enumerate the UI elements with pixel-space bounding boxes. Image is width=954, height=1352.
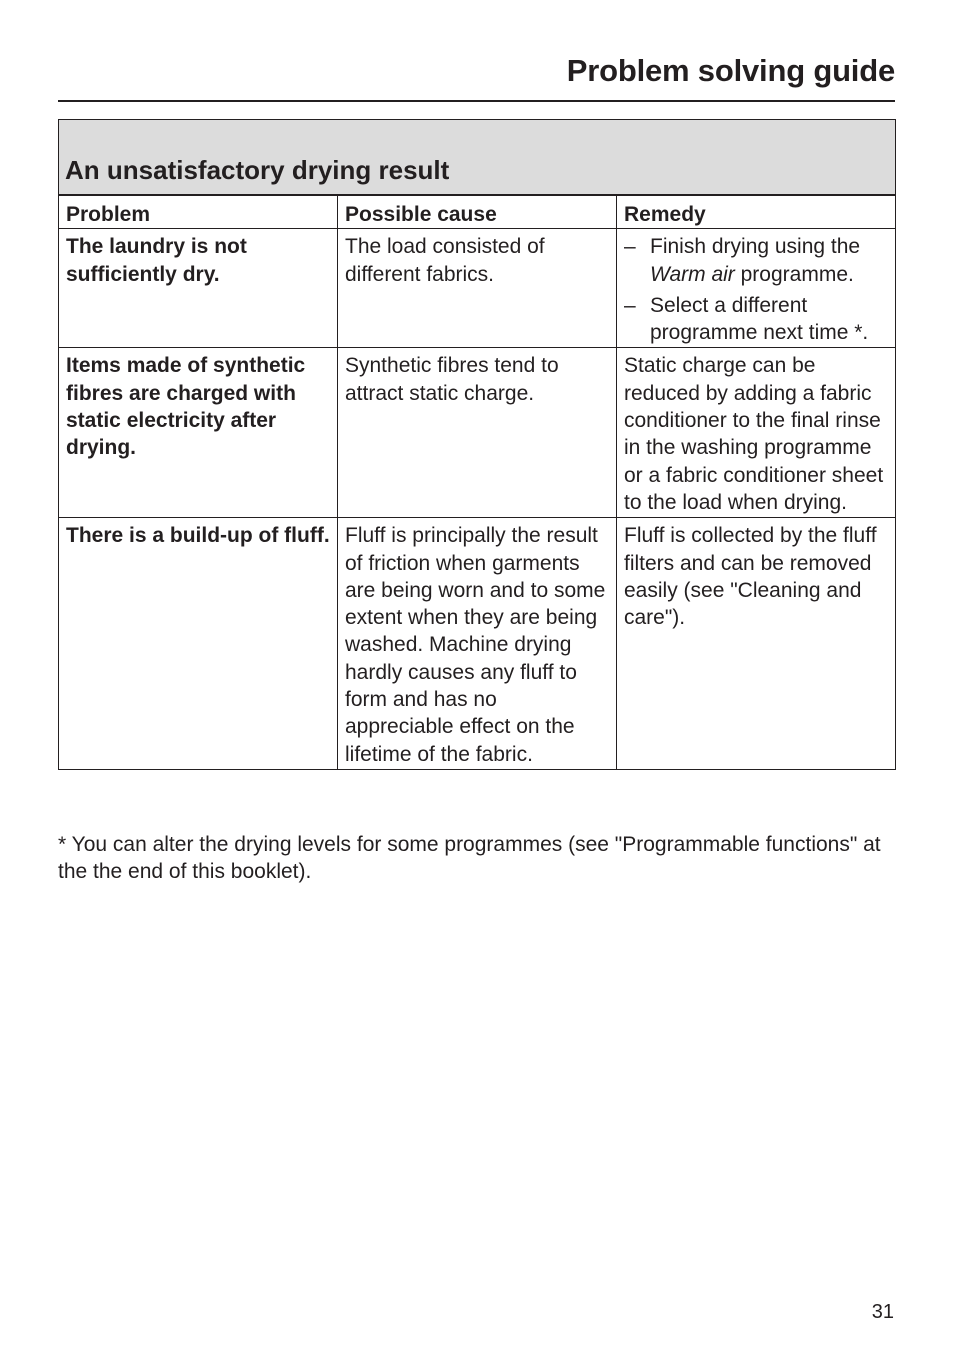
dash-bullet: – xyxy=(624,293,636,317)
table-header-row xyxy=(59,195,896,229)
problem-cell: The laundry is not sufficiently dry. xyxy=(59,229,338,348)
section-header xyxy=(58,119,896,196)
dash-bullet: – xyxy=(624,235,636,259)
remedy-text-suffix: programme. xyxy=(740,262,854,286)
cause-cell: Synthetic fibres tend to attract static charge. xyxy=(338,348,617,518)
column-header-remedy: Remedy xyxy=(617,195,896,229)
table-row xyxy=(59,348,896,518)
remedy-cell: Static charge can be reduced by adding a fabric conditioner to the final rinse in the washing programme or a fabric conditioner sheet to the load when drying. xyxy=(617,348,896,518)
table-row xyxy=(59,518,896,770)
programme-name: Warm air xyxy=(650,262,735,286)
problem-cell: Items made of synthetic fibres are charged with static electricity after drying. xyxy=(59,348,338,518)
remedy-list-item xyxy=(624,233,889,288)
page-title: Problem solving guide xyxy=(566,53,895,88)
problem-cell: There is a build-up of fluff. xyxy=(59,518,338,770)
remedy-list-item xyxy=(624,292,889,347)
cause-cell: Fluff is principally the result of friction when garments are being worn and to some extent when they are being washed. Machine drying hardly causes any fluff to form and has no appreciable effect on the lifetime of the fabric. xyxy=(338,518,617,770)
page-header xyxy=(58,48,895,102)
problem-solving-table xyxy=(58,194,896,770)
table-row xyxy=(59,229,896,348)
remedy-cell xyxy=(617,229,896,348)
remedy-list xyxy=(624,233,889,346)
remedy-cell: Fluff is collected by the fluff filters and can be removed easily (see "Cleaning and care"). xyxy=(617,518,896,770)
section-title: An unsatisfactory drying result xyxy=(65,155,450,185)
column-header-cause: Possible cause xyxy=(338,195,617,229)
cause-cell: The load consisted of different fabrics. xyxy=(338,229,617,348)
footnote: * You can alter the drying levels for some programmes (see "Programmable functions" at the the end of this booklet). xyxy=(58,833,881,884)
remedy-text: Select a different programme next time *. xyxy=(650,293,869,345)
remedy-text-prefix: Finish drying using the xyxy=(650,235,861,259)
page-number: 31 xyxy=(871,1301,894,1323)
column-header-problem: Problem xyxy=(59,195,338,229)
